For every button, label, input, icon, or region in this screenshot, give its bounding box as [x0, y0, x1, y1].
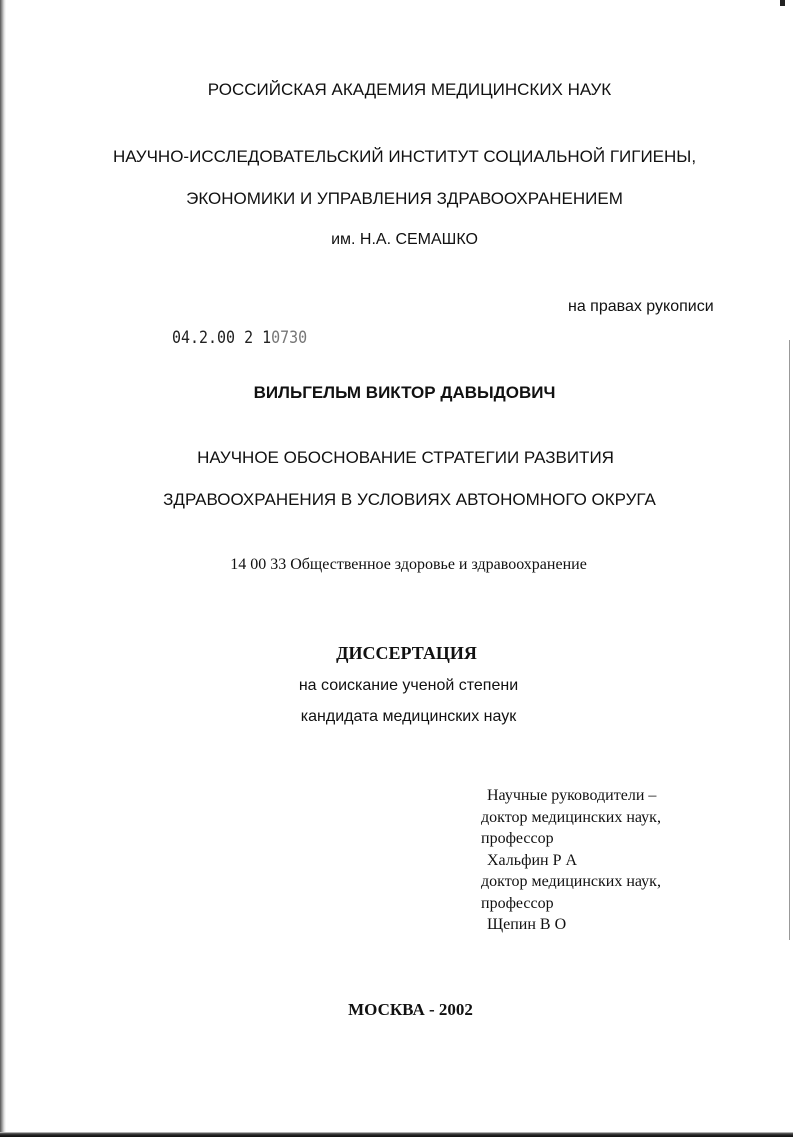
advisor1-title: профессор — [481, 830, 554, 847]
thesis-title-line1: НАУЧНОЕ ОБОСНОВАНИЕ СТРАТЕГИИ РАЗВИТИЯ — [197, 448, 614, 467]
registration-stamp — [172, 328, 307, 348]
author-name: ВИЛЬГЕЛЬМ ВИКТОР ДАВЫДОВИЧ — [253, 383, 556, 402]
scan-edge-left — [0, 0, 6, 1137]
dissertation-degree-line1: на соискание ученой степени — [298, 677, 519, 694]
dissertation-degree-line2: кандидата медицинских наук — [300, 708, 517, 725]
academy-name: РОССИЙСКАЯ АКАДЕМИЯ МЕДИЦИНСКИХ НАУК — [207, 80, 612, 99]
specialty-code: 14 00 33 Общественное здоровье и здравоохранение — [230, 556, 587, 573]
institute-name-line1: НАУЧНО-ИССЛЕДОВАТЕЛЬСКИЙ ИНСТИТУТ СОЦИАЛЬНОЙ ГИГИЕНЫ, — [112, 147, 697, 166]
manuscript-note: на правах рукописи — [568, 298, 714, 315]
scan-mark-corner — [780, 0, 785, 6]
thesis-title-line2: ЗДРАВООХРАНЕНИЯ В УСЛОВИЯХ АВТОНОМНОГО ОКРУГА — [163, 490, 656, 509]
scan-edge-bottom — [0, 1132, 793, 1137]
institute-name-line3: им. Н.А. СЕМАШКО — [331, 231, 478, 248]
stamp-number-faded: 0730 — [271, 328, 308, 348]
stamp-number: 2 1 — [244, 328, 272, 348]
advisors-heading: Научные руководители – — [487, 787, 657, 804]
city-year: МОСКВА - 2002 — [348, 1000, 473, 1019]
advisor2-degree: доктор медицинских наук, — [481, 873, 661, 890]
advisor2-title: профессор — [481, 894, 554, 912]
advisors-block — [481, 785, 661, 936]
scan-edge-right — [789, 340, 790, 940]
advisor1-degree: доктор медицинских наук, — [481, 808, 661, 826]
stamp-date: 04.2.00 — [172, 328, 236, 348]
institute-name-line2: ЭКОНОМИКИ И УПРАВЛЕНИЯ ЗДРАВООХРАНЕНИЕМ — [186, 189, 623, 208]
advisor2-name: Щепин В О — [487, 916, 567, 933]
dissertation-heading: ДИССЕРТАЦИЯ — [336, 643, 477, 663]
advisor1-name: Хальфин Р А — [487, 851, 578, 869]
